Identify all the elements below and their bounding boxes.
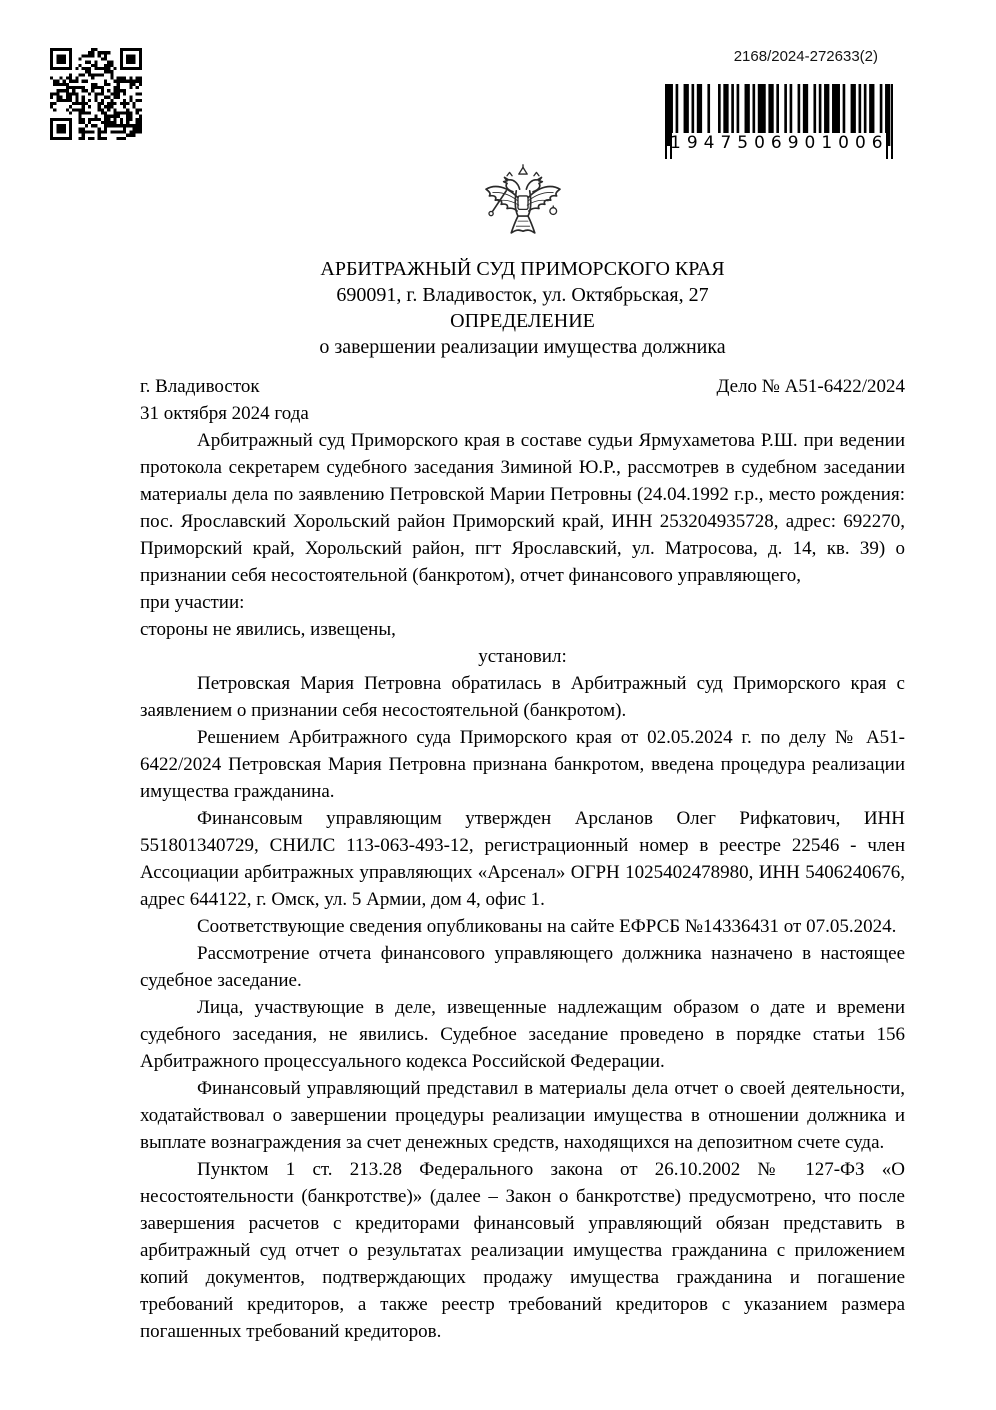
court-name: АРБИТРАЖНЫЙ СУД ПРИМОРСКОГО КРАЯ (320, 258, 725, 280)
emblem-wrap (140, 164, 905, 248)
paragraph-parties-absent: стороны не явились, извещены, (140, 619, 396, 640)
paragraph: Решением Арбитражного суда Приморского края от 02.05.2024 г. по делу № А51-6422/2024 Петровская Мария Петровна признана банкротом, введена процедура реализации имущества гражданина. (140, 727, 905, 802)
case-row (140, 373, 905, 400)
decision-date: 31 октября 2024 года (140, 403, 309, 424)
paragraph: Финансовым управляющим утвержден Арсланов Олег Рифкатович, ИНН 551801340729, СНИЛС 113-063-493-12, регистрационный номер в реестре 22546 - член Ассоциации арбитражных управляющих «Арсенал» ОГРН 1025402478980, ИНН 5406240676, адрес 644122, г. Омск, ул. 5 Армии, дом 4, офис 1. (140, 808, 905, 910)
document-number: 2168/2024-272633(2) (733, 48, 878, 65)
paragraph: Пунктом 1 ст. 213.28 Федерального закона от 26.10.2002 № 127-ФЗ «О несостоятельности (банкротстве)» (далее – Закон о банкротстве) предусмотрено, что после завершения расчетов с кредиторами финансовый управляющий обязан представить в арбитражный суд отчет о результатах реализации имущества гражданина с приложением копий документов, подтверждающих продажу имущества гражданина и погашение требований кредиторов, а также реестр требований кредиторов с указанием размера погашенных требований кредиторов. (140, 1159, 905, 1342)
paragraphs (140, 427, 905, 1345)
paragraph-court-composition: Арбитражный суд Приморского края в составе судьи Ярмухаметова Р.Ш. при ведении протокола секретарем судебного заседания Зиминой Ю.Р., рассмотрев в судебном заседании материалы дела по заявлению Петровской Марии Петровны (24.04.1992 г.р., место рождения: пос. Ярославский Хорольский район Приморский край, ИНН 253204935728, адрес: 692270, Приморский край, Хорольский район, пгт Ярославский, ул. Матросова, д. 14, кв. 39) о признании себя несостоятельной (банкротом), отчет финансового управляющего, (140, 430, 905, 586)
court-address: 690091, г. Владивосток, ул. Октябрьская, 27 (336, 284, 709, 306)
coat-of-arms-russia-icon (481, 164, 565, 248)
paragraph: Лица, участвующие в деле, извещенные надлежащим образом о дате и времени судебного заседания, не явились. Судебное заседание проведено в порядке статьи 156 Арбитражного процессуального кодекса Российской Федерации. (140, 997, 905, 1072)
paragraph: Финансовый управляющий представил в материалы дела отчет о своей деятельности, ходатайствовал о завершении процедуры реализации имущества в отношении должника и выплате вознаграждения за счет денежных средств, находящихся на депозитном счете суда. (140, 1078, 905, 1153)
resolution-keyword: установил: (478, 646, 567, 667)
document-subtitle: о завершении реализации имущества должника (319, 336, 726, 358)
city-label: г. Владивосток (140, 376, 260, 397)
paragraph: Петровская Мария Петровна обратилась в Арбитражный суд Приморского края с заявлением о признании себя несостоятельной (банкротом). (140, 673, 905, 721)
paragraph: Соответствующие сведения опубликованы на сайте ЕФРСБ №14336431 от 07.05.2024. (197, 916, 897, 937)
document-content (140, 0, 905, 1345)
case-number: Дело № А51-6422/2024 (716, 376, 905, 397)
paragraph-participation: при участии: (140, 592, 245, 613)
document-type: ОПРЕДЕЛЕНИЕ (450, 310, 595, 332)
barcode-digits: 1947506901006 (670, 133, 889, 153)
paragraph: Рассмотрение отчета финансового управляющего должника назначено в настоящее судебное заседание. (140, 943, 905, 991)
title-block (140, 256, 905, 360)
